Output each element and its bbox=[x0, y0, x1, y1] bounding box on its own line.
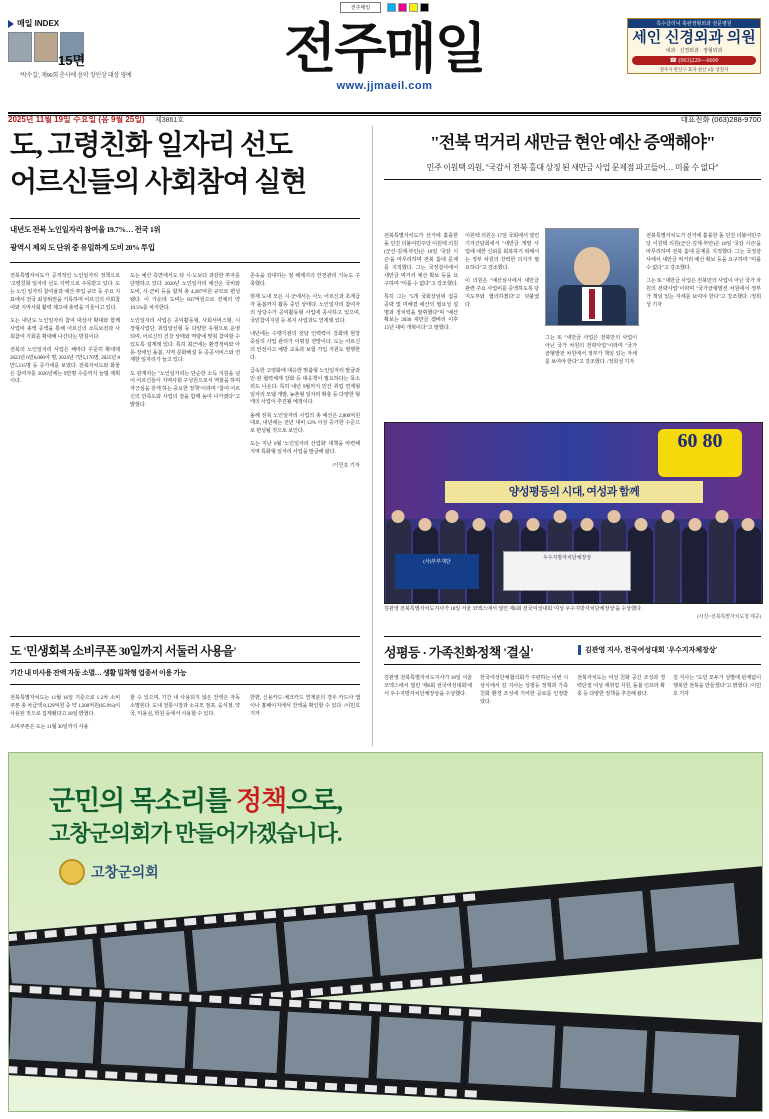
right-col-1-p1: 전북특별자치도가 선거에 훌륭한 돌 던진 더불어민주당 이원택 의원(군산·김제·부안)은 18일 '국감 시즌'을 마무리하며 전북 홀대 문제를 지적했다. 그는 국정감사에서 새만금 먹거리 예산 확보 등을 요구하며 "미룰 수 없다"고 강조했다. bbox=[384, 233, 458, 287]
magenta-swatch bbox=[398, 3, 407, 12]
index-label: 매일 INDEX bbox=[17, 19, 60, 28]
section-left-subhead: 기간 내 미사용 잔액 자동 소멸… 생활 밀착형 업종서 이용 가능 bbox=[10, 669, 187, 677]
event-photo bbox=[384, 422, 763, 604]
left-col-2-p2: 노인일자리 사업은 공익활동형, 사회서비스형, 시장형사업단, 취업알선형 등 다양한 유형으로 운영되며, 어르신의 건강 상태와 역량에 맞춰 참여할 수 있도록 설계돼 있다. 특히 최근에는 환경정비와 아동·장애인 돌봄, 지역 문화해설 등 공공서비스와 연계한 일자리가 늘고 있다. bbox=[130, 317, 240, 364]
secondary-headline-sub: 민주 이원택 의원, "국감서 전북 홀대 상징 된 새만금 사업 문제점 파고들어… 미룰 수 없다" bbox=[426, 163, 719, 172]
film-frame bbox=[283, 914, 374, 985]
section-right-p4: 김 지사는 "도민 모두가 성별에 관계없이 행복한 전북을 만들겠다"고 밝혔다. /이민호 기자 bbox=[673, 675, 761, 697]
left-col-3-p2: 현재 도내 모든 시·군에서는 사노 어르신과 초계급자 돌봄까지 활동 중인 상태다. 노인일자리 참여자의 상당수가 공익활동형 사업에 종사하고 있으며, 국민참여지원 등 복지 사업과도 연계돼 있다. bbox=[250, 294, 360, 324]
lead-subhead-1: 내년도 전북 노인일자리 참여율 19.7%… 전국 1위 bbox=[10, 225, 161, 234]
index-page-number: 15면 bbox=[58, 53, 86, 68]
left-col-3-p6: 도는 지난 6월 '노인일자리 산업화' 대책을 마련해 지역 특화형 일자리 사업을 발굴해 왔다. bbox=[250, 441, 360, 456]
badge-number: 60 80 bbox=[677, 430, 723, 452]
section-right-p2: 한국여성단체협의회가 주관하는 이번 시상식에서 김 지사는 성평등 정책과 가족친화 환경 조성에 기여한 공로를 인정받았다. bbox=[480, 675, 568, 705]
secondary-headline-rule bbox=[384, 179, 761, 180]
lead-headline-line1: 도, 고령친화 일자리 선도 bbox=[10, 130, 292, 161]
section-right-col-1 bbox=[384, 670, 472, 704]
right-col-1 bbox=[384, 228, 458, 338]
right-col-2 bbox=[465, 228, 539, 315]
left-article-byline: /이민호 기자 bbox=[331, 463, 360, 470]
right-col-4 bbox=[646, 228, 761, 315]
photo-blue-banner: (사)부부재단 bbox=[395, 554, 479, 589]
publication-date: 2025년 11월 19일 수요일 (음 9월 25일) bbox=[8, 115, 145, 124]
person-14 bbox=[736, 527, 761, 603]
ad-telephone: ☎ (063)220—6600 bbox=[632, 56, 756, 65]
cyan-swatch bbox=[387, 3, 396, 12]
lower-right-rule bbox=[384, 636, 761, 637]
right-col-4-p2: 그는 또 "새만금 사업은 전북만의 사업이 아닌 국가 차원의 전략사업"이라며 "국가균형발전 차원에서 정부가 책임 있는 자세를 보여야 한다"고 강조했다. /정희성 기자 bbox=[646, 277, 761, 308]
photo-credit: (사진=전북특별자치도청 제공) bbox=[697, 614, 761, 620]
section-left-p4: 한편, 신용카드·체크카드 연계분의 경우 카드사 앱이나 홈페이지에서 잔액을 확인할 수 있다. /이민호 기자 bbox=[250, 695, 360, 717]
photo-anniversary-badge bbox=[658, 429, 742, 477]
section-right-col-2 bbox=[480, 670, 568, 712]
film-frame bbox=[557, 890, 648, 961]
film-frame bbox=[284, 1011, 373, 1079]
lower-left-rule-2 bbox=[10, 662, 360, 663]
lead-sub-rule bbox=[10, 262, 360, 263]
right-col-2-p2: 이 의원은 "예산심사에서 새만금 관련 주요 사업비를 증액하도록 당 지도부와 협의하겠다"고 덧붙였다. bbox=[465, 277, 539, 308]
column-divider bbox=[372, 126, 373, 746]
left-col-3-p1: 존속을 감내하는 점 해제지의 안전관리 기능도 구축했다. bbox=[250, 273, 360, 288]
masthead-rule-2 bbox=[8, 115, 761, 116]
lower-left-rule-3 bbox=[10, 684, 360, 685]
right-col-3 bbox=[545, 330, 637, 372]
print-registration-bar bbox=[0, 0, 769, 14]
film-frame bbox=[375, 1015, 464, 1083]
secondary-headline bbox=[384, 128, 761, 180]
section-right-p1: 김관영 전북특별자치도지사가 18일 서울 코엑스에서 열린 '제6회 전국여성대회'에서 우수지방자치단체장상을 수상했다. bbox=[384, 675, 472, 697]
yellow-swatch bbox=[409, 3, 418, 12]
film-frame bbox=[8, 996, 97, 1064]
person-13 bbox=[709, 519, 734, 603]
right-col-4-p1: 전북특별자치도가 선거에 훌륭한 돌 던진 더불어민주당 이원택 의원(군산·김제·부안)은 18일 '국감 시즌'을 마무리하며 전북 홀대 문제를 지적했다. 그는 국정감사에서 새만금 먹거리 예산 확보 등을 요구하며 "미룰 수 없다"고 강조했다. bbox=[646, 233, 761, 271]
person-12 bbox=[682, 527, 707, 603]
ad-clinic-name: 세인 신경외과 의원 bbox=[632, 30, 756, 46]
film-frame bbox=[649, 882, 740, 953]
ad-headline-line1 bbox=[49, 779, 342, 818]
left-col-2-p1: 도는 예산 측면에서도 타 시·도보다 과감한 투자를 단행하고 있다. 2026년 노인일자리 예산은 국비와 도비, 시·군비 등을 합쳐 총 4,287억원 규모로 편성됐다. 이 가운데 도비는 837억원으로 전체의 약 19.5%를 차지한다. bbox=[130, 273, 240, 311]
cmyk-marks bbox=[387, 3, 429, 12]
index-subtitle: '박수길', 제90회 춘사에 음악 장인상 대상 영예 bbox=[20, 73, 132, 79]
section-right-headline: 성평등 · 가족친화정책 '결실' bbox=[384, 645, 534, 660]
photo-caption: 김관영 전북특별자치도지사가 18일 서울 코엑스에서 열린 제6회 전국여성대회 '여성 우수지방자치단체장상'을 수상했다. bbox=[384, 606, 643, 612]
masthead bbox=[0, 14, 769, 124]
masthead-advertisement[interactable] bbox=[627, 18, 761, 74]
ad-band-text: 특수클리닉 축관정형외과 전문병원 bbox=[628, 19, 760, 28]
film-frame bbox=[374, 906, 465, 977]
left-col-3-p5: 올해 전북 노인일자리 사업의 총 예산은 2,800억원대로, 내년에는 전년 대비 12% 이상 증가한 수준으로 편성될 것으로 보인다. bbox=[250, 412, 360, 435]
section-left-p3: 할 수 있으며, 기간 내 사용되지 않은 잔액은 자동 소멸된다. 도내 전통시장과 소규모 점포, 음식점, 약국, 미용실, 학원 등에서 사용할 수 있다. bbox=[130, 695, 240, 717]
section-right-tagline bbox=[578, 645, 761, 655]
lower-left-rule bbox=[10, 636, 360, 637]
council-seal-icon bbox=[59, 859, 85, 885]
film-frame bbox=[467, 1020, 556, 1088]
left-col-2-p3: 도 관계자는 "노인일자리는 단순한 소득 지원을 넘어 어르신들이 지역사회 구성원으로서 역할을 하며 자긍심을 갖게 하는 중요한 정책"이라며 "참여 어르신의 만족도와 사업의 질을 함께 높여 나가겠다"고 밝혔다. bbox=[130, 370, 240, 409]
photo-caption-block bbox=[384, 606, 761, 621]
print-label: 전주매일 bbox=[340, 2, 381, 13]
section-left-col-1 bbox=[10, 690, 120, 737]
left-col-1-p1: 전북특별자치도가 공격적인 노인일자리 정책으로 '고령친화 일자리 선도 지역'으로 주목받고 있다. 도는 노인 일자리 참여율과 예산 투입 규모 등 주요 지표에서 전국 최상위권을 기록하며 어르신의 사회참여와 지역사회 활력 제고에 총력을 기울이고 있다. bbox=[10, 273, 120, 311]
person-11 bbox=[655, 519, 680, 603]
left-col-1 bbox=[10, 268, 120, 392]
lead-subhead-2: 광역시 제외 도 단위 중 유일하게 도비 20% 투입 bbox=[10, 243, 155, 252]
newspaper-url[interactable]: www.jjmaeil.com bbox=[336, 80, 433, 92]
ad-departments: 내과 · 신경외과 · 정형외과 bbox=[665, 48, 723, 54]
issue-number: 제3861호 bbox=[154, 117, 185, 124]
left-col-3-p3: 내년에는 수행기관의 전담 인력력이 강화돼 현장 중심의 사업 관리가 이뤄질 전망이다. 도는 어르신의 안전사고 예방 교육과 보험 가입 지원도 병행한다. bbox=[250, 331, 360, 361]
masthead-rule bbox=[8, 112, 761, 114]
secondary-headline-title: "전북 먹거리 새만금 현안 예산 증액해야" bbox=[430, 133, 715, 152]
film-frame bbox=[100, 1001, 189, 1069]
left-col-1-p2: 도는 내년도 노인일자리 참여 대상자 확대와 함께 사업비 총액 증액을 통해 어르신의 소득보전과 사회참여 기회를 확대해 나간다는 방침이다. bbox=[10, 317, 120, 340]
photo-award-plaque bbox=[503, 551, 631, 591]
bottom-advertisement[interactable] bbox=[8, 752, 763, 1112]
ad-address: 전주시 완산구 효자 천산 2동 상전지 bbox=[659, 66, 729, 72]
film-frame bbox=[559, 1025, 648, 1093]
right-col-2-p1: 이원택 의원은 17일 국회에서 열린 기자간담회에서 "새만금 개발 사업에 대한 신뢰를 회복하기 위해서는 정부 차원의 강력한 의지가 필요하다"고 강조했다. bbox=[465, 233, 539, 271]
left-col-1-p3: 전북의 노인일자리 사업은 해마다 꾸준히 확대돼 2023년 6만6,000여 명, 2024년 7만5,170명, 2025년 8만5,115명 등 증가세를 보였다. 전북자치도와 화물은 참여자를 2026년에는 9만명 수준까지 늘릴 계획이다. bbox=[10, 346, 120, 385]
portrait-tie bbox=[589, 289, 595, 319]
film-frame bbox=[191, 922, 282, 993]
ad-headline-line2: 고창군의회가 만들어가겠습니다. bbox=[49, 821, 342, 846]
left-col-2 bbox=[130, 268, 240, 415]
ad-organization bbox=[59, 859, 159, 885]
portrait-face bbox=[574, 247, 610, 287]
lead-headline-rule bbox=[10, 218, 360, 219]
lead-headline bbox=[10, 128, 360, 202]
right-col-1-p2: 특히 그는 "5개 국회상임위 집중 공략 및 미해결 예산의 필요성 설명과 정치력을 발휘했다"며 "예산 확보는 2030 새만금 잼버리 이후 15년 대비 개혁이다"고 말했다. bbox=[384, 293, 458, 332]
lower-right-rule-2 bbox=[384, 664, 761, 665]
newspaper-title: 전주매일 bbox=[284, 19, 485, 79]
section-left-p2: 소비쿠폰은 도는 11월 30일까지 사용 bbox=[10, 724, 89, 731]
person-10 bbox=[628, 527, 653, 603]
section-right-p3: 전북자치도는 여성 친화 공간 조성과 경력단절 여성 재취업 지원, 돌봄 인프라 확충 등 다양한 정책을 추진해 왔다. bbox=[577, 675, 665, 697]
ad-headline-part-b: 정책 bbox=[236, 786, 287, 816]
ad-organization-name: 고창군의회 bbox=[91, 866, 159, 881]
film-frame bbox=[192, 1006, 281, 1074]
contact-phone: 대표전화 (063)288-9700 bbox=[680, 115, 761, 124]
ad-filmstrip-graphic bbox=[9, 885, 762, 1111]
section-left-col-3 bbox=[250, 690, 360, 724]
section-right-col-3 bbox=[577, 670, 665, 704]
ad-headline-part-c: 으로, bbox=[286, 786, 343, 816]
photo-slogan-banner: 양성평등의 시대, 여성과 함께 bbox=[445, 481, 703, 503]
section-left-p1: 전북특별자치도는 11월 16일 기준으로 1·2차 소비쿠폰 총 차급액 8,129억원 중 약 1,200억원(85.9%)이 사용된 것으로 집계됐다고 18일 밝혔다. bbox=[10, 695, 120, 717]
right-col-3-p1: 그는 또 "새만금 사업은 전북만의 사업이 아닌 국가 차원의 전략사업"이라며 "국가균형발전 차원에서 정부가 책임 있는 자세를 보여야 한다"고 강조했다. /정희성 기자 bbox=[545, 335, 637, 365]
film-frame bbox=[651, 1030, 740, 1098]
ad-headline-part-a: 군민의 목소리를 bbox=[49, 786, 237, 816]
left-col-3-p4: 급속한 고령화에 대응한 맞춤형 노인일자리 발굴과 민·관 협력체계 강화 등 대응책이 필요하다는 목소리도 나온다. 특히 내년 9월까지 민간 취업 연계형 일자리 모델 개발, 농촌형 일자리 확충 등 다양한 형태의 사업이 추진될 예정이다. bbox=[250, 367, 360, 406]
award-name: 우수지방자치단체장상 bbox=[542, 556, 592, 561]
section-left-headline: 도 '민생회복 소비쿠폰 30일까지 서둘러 사용을' bbox=[10, 644, 237, 658]
lead-headline-line2: 어르신들의 사회참여 실현 bbox=[10, 166, 306, 198]
filmstrip-2 bbox=[8, 983, 763, 1112]
black-swatch bbox=[420, 3, 429, 12]
section-left-col-2 bbox=[130, 690, 240, 724]
section-right-tag: 김관영 지사, 전국여성대회 '우수지자체장상' bbox=[578, 645, 718, 655]
film-frame bbox=[466, 898, 557, 969]
section-right-col-4 bbox=[673, 670, 761, 704]
left-col-3 bbox=[250, 268, 360, 471]
politician-portrait-photo bbox=[545, 228, 639, 326]
